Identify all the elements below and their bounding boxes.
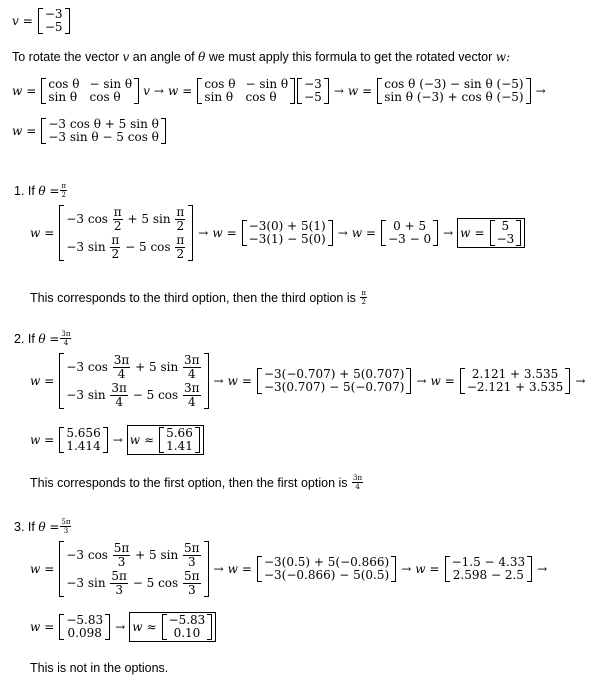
vector-v-definition — [12, 8, 71, 34]
case2-computation: w = −3 cos $\frac{3\pi}{4}$ + 5 sin $\frac{3\pi}{4}$ −3 sin $\frac{3\pi}{4}$ − 5 cos $\frac{3\pi}{4}$ → w = −3(−0.707) + 5(0.707) −3(0.707) − 5(−0.707) → w = 2.121 + 3.535 −2.121 + 3.535 → — [30, 352, 586, 409]
rotation-formula: w = cos θ − sin θ sin θ cos θ v → w = cos θ − sin θ sin θ cos θ −3 −5 → w = cos θ (−3) − sin θ (−5) sin θ (−3) + cos θ (−5) → — [12, 77, 546, 104]
v-symbol: v — [12, 14, 19, 28]
case2-conclusion: This corresponds to the first option, then the first option is $\frac{3\pi}{4}$ — [30, 474, 363, 491]
case1-result-box: w = 5 −3 — [457, 218, 525, 248]
case3-computation: w = −3 cos $\frac{5\pi}{3}$ + 5 sin $\frac{5\pi}{3}$ −3 sin $\frac{5\pi}{3}$ − 5 cos $\frac{5\pi}{3}$ → w = −3(0.5) + 5(−0.866) −3(−0.866) − 5(0.5) → w = −1.5 − 4.33 2.598 − 2.5 → — [30, 540, 548, 597]
case3-conclusion: This is not in the options. — [30, 661, 169, 675]
case2-heading: 2. If θ = $\frac{3\pi}{4}$ — [14, 330, 71, 347]
case3-result-box: w ≈ −5.83 0.10 — [129, 612, 216, 642]
rotation-matrix: cos θ − sin θ sin θ cos θ — [41, 78, 139, 104]
case3-heading: 3. If θ = $\frac{5\pi}{3}$ — [14, 518, 71, 535]
case1-heading: 1. If θ = $\frac{\pi}{2}$ — [14, 182, 67, 199]
case2-result-line: w = 5.656 1.414 → w ≈ 5.66 1.41 — [30, 425, 204, 455]
simplified-formula: w = −3 cos θ + 5 sin θ −3 sin θ − 5 cos θ — [12, 118, 167, 144]
intro-paragraph: To rotate the vector v an angle of θ we must apply this formula to get the rotated vector w: — [12, 50, 511, 64]
case2-result-box: w ≈ 5.66 1.41 — [127, 425, 204, 455]
v-matrix: −3 −5 — [38, 8, 70, 34]
case1-computation: w = −3 cos $\frac{\pi}{2}$ + 5 sin $\frac{\pi}{2}$ −3 sin $\frac{\pi}{2}$ − 5 cos $\frac{\pi}{2}$ → w = −3(0) + 5(1) −3(1) − 5(0) → w = 0 + 5 −3 − 0 → w = 5 −3 — [30, 205, 525, 261]
equals-sign: = — [22, 14, 33, 28]
case3-result-line: w = −5.83 0.098 → w ≈ −5.83 0.10 — [30, 612, 216, 642]
case1-conclusion: This corresponds to the third option, then the third option is $\frac{\pi}{2}$ — [30, 289, 366, 306]
